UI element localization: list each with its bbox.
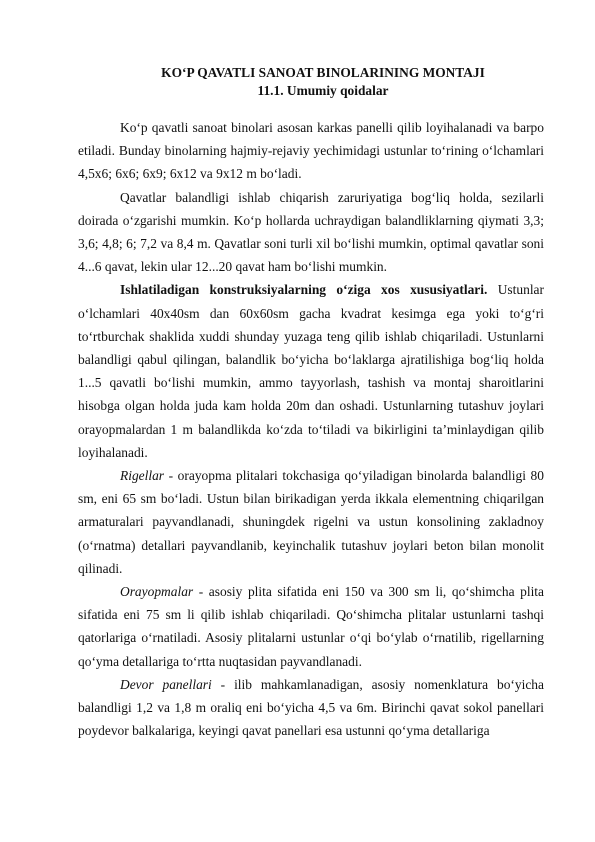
document-page: [78, 64, 544, 742]
paragraph-4-text: - orayopma plitalari tokchasiga qo‘yiladigan binolarda balandligi 80 sm, eni 65 sm bo‘ladi. Ustun bilan birikadigan yerda ikkala elementning chiqarilgan armaturalari payvandlanadi, shuningdek rigelni va ustun konsolining zakladnoy (o‘rnatma) detallari payvandlanib, keyinchalik tutashuv joylari beton bilan monolit qilinadi.: [78, 468, 544, 576]
paragraph-2-text: Qavatlar balandligi ishlab chiqarish zaruriyatiga bog‘liq holda, sezilarli doirada o‘zgarishi mumkin. Ko‘p hollarda uchraydigan balandliklarning qiymati 3,3; 3,6; 4,8; 6; 7,2 va 8,4 m. Qavatlar soni turli xil bo‘lishi mumkin, optimal qavatlar soni 4...6 qavat, lekin ular 12...20 qavat ham bo‘lishi mumkin.: [78, 189, 544, 275]
paragraph-5: [78, 580, 544, 673]
paragraph-1-text: Ko‘p qavatli sanoat binolari asosan karkas panelli qilib loyihalanadi va barpo etiladi. Bunday binolarning hajmiy-rejaviy yechimidagi ustunlar to‘rining o‘lchamlari 4,5x6; 6x6; 6x9; 6x12 va 9x12 m bo‘ladi.: [78, 120, 544, 182]
paragraph-5-lead: Orayopmalar: [120, 584, 194, 600]
paragraph-4-lead: Rigellar: [120, 468, 165, 484]
paragraph-1: [78, 116, 544, 186]
paragraph-3: [78, 278, 544, 464]
section-heading: 11.1. Umumiy qoidalar: [257, 83, 389, 98]
paragraph-6-lead: Devor panellari: [120, 676, 212, 692]
paragraph-4: [78, 464, 544, 580]
paragraph-6-text: - ilib mahkamlanadigan, asosiy nomenklatura bo‘yicha balandligi 1,2 va 1,8 m oraliq eni bo‘yicha 4,5 va 6m. Birinchi qavat sokol panellari poydevor balkalariga, keyingi qavat panellari esa ustunni qo‘yma detallariga: [78, 676, 544, 739]
paragraph-3-lead: Ishlatiladigan konstruksiyalarning o‘ziga xos xususiyatlari.: [120, 282, 488, 298]
paragraph-2: [78, 186, 544, 279]
paragraph-6: [78, 673, 544, 743]
paragraph-5-text: - asosiy plita sifatida eni 150 va 300 sm li, qo‘shimcha plita sifatida eni 75 sm li qilib ishlab chiqariladi. Qo‘shimcha plitalar ustunlarni tashqi qatorlariga o‘rnatiladi. Asosiy plitalarni ustunlar o‘qi bo‘ylab o‘rnatilib, rigellarning qo‘yma detallariga to‘rtta nuqtasidan payvandlanadi.: [78, 584, 544, 669]
paragraph-3-text: Ustunlar o‘lchamlari 40x40sm dan 60x60sm gacha kvadrat kesimga ega yoki to‘g‘ri to‘rtburchak shaklida xuddi shunday yuzaga teng qilib ishlab chiqariladi. Ustunlarni balandligi qabul qilingan, balandlik bo‘yicha bo‘laklarga ajratilishiga bog‘liq holda 1...5 qavatli bo‘lishi mumkin, ammo tayyorlash, tashish va montaj sharoitlarini hisobga olgan holda juda kam holda 20m dan oshadi. Ustunlarning tutashuv joylari orayopmalardan 1 m balandlikda ko‘zda to‘tiladi va bikirligini ta’minlaydigan qilib loyihalanadi.: [78, 282, 544, 460]
document-title: KO‘P QAVATLI SANOAT BINOLARINING MONTAJI: [161, 65, 485, 80]
